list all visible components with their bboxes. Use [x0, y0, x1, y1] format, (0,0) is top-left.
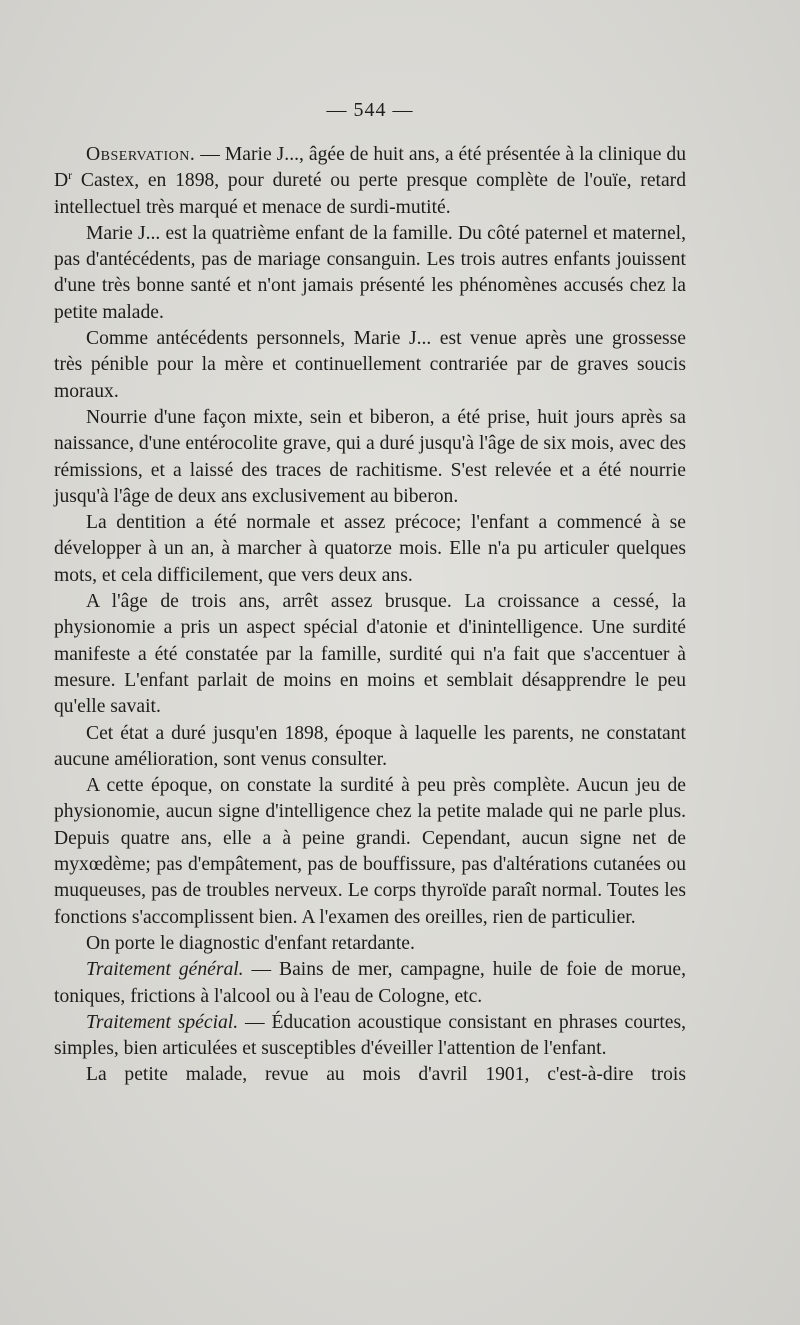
paragraph: Cet état a duré jusqu'en 1898, époque à laquelle les parents, ne constatant aucune amélioration, sont venus consulter.: [54, 722, 686, 770]
paragraph: A cette époque, on constate la surdité à peu près complète. Aucun jeu de physionomie, aucun signe d'intelligence chez la petite malade qui ne parle plus. Depuis quatre ans, elle a à peine grandi. Cependant, aucun signe net de myxœdème; pas d'empâtement, pas de bouffissure, pas d'altérations cutanées ou muqueuses, pas de troubles nerveux. Le corps thyroïde paraît normal. Toutes les fonctions s'accomplissent bien. A l'examen des oreilles, rien de particulier.: [54, 775, 686, 928]
traitement-special-heading: Traitement spécial.: [86, 1011, 239, 1033]
paragraph-traitement-special: Traitement spécial. — Éducation acoustique consistant en phrases courtes, simples, bien articulées et susceptibles d'éveiller l'attention de l'enfant.: [54, 1011, 686, 1060]
observation-heading: Observation.: [86, 144, 196, 165]
paragraph: Nourrie d'une façon mixte, sein et biberon, a été prise, huit jours après sa naissance, d'une entérocolite grave, qui a duré jusqu'à l'âge de six mois, avec des rémissions, et a laissé des traces de rachitisme. S'est relevée et a été nourrie jusqu'à l'âge de deux ans exclusivement au biberon.: [54, 406, 686, 507]
traitement-general-heading: Traitement général.: [86, 959, 244, 981]
paragraph-last: La petite malade, revue au mois d'avril 1901, c'est-à-dire trois: [86, 1064, 686, 1086]
paragraph-traitement-general: Traitement général. — Bains de mer, campagne, huile de foie de morue, toniques, frictions à l'alcool ou à l'eau de Cologne, etc.: [54, 959, 686, 1007]
paragraph: On porte le diagnostic d'enfant retardante.: [86, 932, 415, 954]
body-text: [54, 142, 686, 1089]
paragraph-observation: Observation. — Marie J..., âgée de huit ans, a été présentée à la clinique du $D^r$ Castex, en 1898, pour dureté ou perte presque complète de l'ouïe, retard intellectuel très marqué et menace de surdi-mutité.: [54, 144, 686, 218]
paragraph: A l'âge de trois ans, arrêt assez brusque. La croissance a cessé, la physionomie a pris un aspect spécial d'atonie et d'inintelligence. Une surdité manifeste a été constatée par la famille, surdité qui n'a fait que s'accentuer à mesure. L'enfant parlait de moins en moins et semblait désapprendre le peu qu'elle savait.: [54, 591, 686, 718]
page-number: — 544 —: [326, 99, 414, 121]
paragraph: Marie J... est la quatrième enfant de la famille. Du côté paternel et maternel, pas d'antécédents, pas de mariage consanguin. Les trois autres enfants jouissent d'une très bonne santé et n'ont jamais présenté les phénomènes accusés chez la petite malade.: [54, 222, 686, 323]
paragraph: Comme antécédents personnels, Marie J... est venue après une grossesse très pénible pour la mère et continuellement contrariée par de graves soucis moraux.: [54, 328, 686, 402]
paragraph: La dentition a été normale et assez précoce; l'enfant a commencé à se développer à un an, à marcher à quatorze mois. Elle n'a pu articuler quelques mots, et cela difficilement, que vers deux ans.: [54, 512, 686, 586]
